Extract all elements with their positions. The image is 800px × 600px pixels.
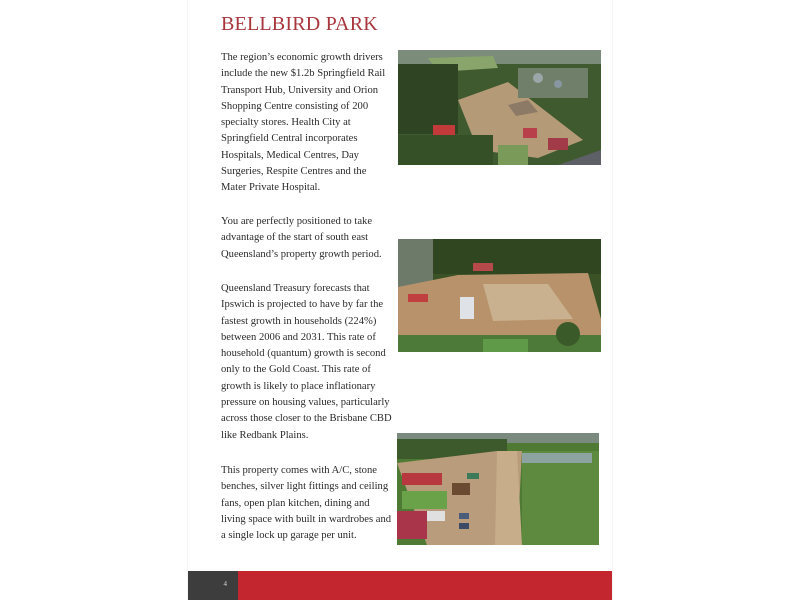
document-page bbox=[188, 0, 612, 600]
aerial-photo-1 bbox=[398, 50, 601, 165]
paragraph-positioned: You are perfectly positioned to take advantage of the start of south east Queensland’s property growth period. bbox=[221, 216, 382, 260]
aerial-image-icon bbox=[398, 239, 601, 352]
aerial-photo-2 bbox=[398, 239, 601, 352]
aerial-image-icon bbox=[397, 433, 599, 545]
paragraph-growth-drivers: The region’s economic growth drivers include the new $1.2b Springfield Rail Transport Hub, University and Orion Shopping Centre consisting of 200 specialty stores. Health City at Springfield Central incorporates Hospitals, Medical Centres, Day Surgeries, Respite Centres and the Mater Private Hospital. bbox=[221, 52, 386, 194]
aerial-photo-3 bbox=[397, 433, 599, 545]
paragraph-property-features: This property comes with A/C, stone benches, silver light fittings and ceiling fans, open plan kitchen, dining and living space with built in wardrobes and a single lock up garage per unit. bbox=[221, 465, 392, 542]
page-title: BELLBIRD PARK bbox=[221, 13, 378, 35]
footer-red-bar bbox=[238, 571, 612, 600]
aerial-image-icon bbox=[398, 50, 601, 165]
paragraph-treasury-forecast: Queensland Treasury forecasts that Ipswich is projected to have by far the fastest growth in households (224%) between 2006 and 2031. This rate of household (quantum) growth is second only to the Gold Coast. This rate of growth is likely to place inflationary pressure on housing values, particularly across those closer to the Brisbane CBD like Redbank Plains. bbox=[221, 283, 392, 441]
page-number: 4 bbox=[188, 571, 238, 600]
